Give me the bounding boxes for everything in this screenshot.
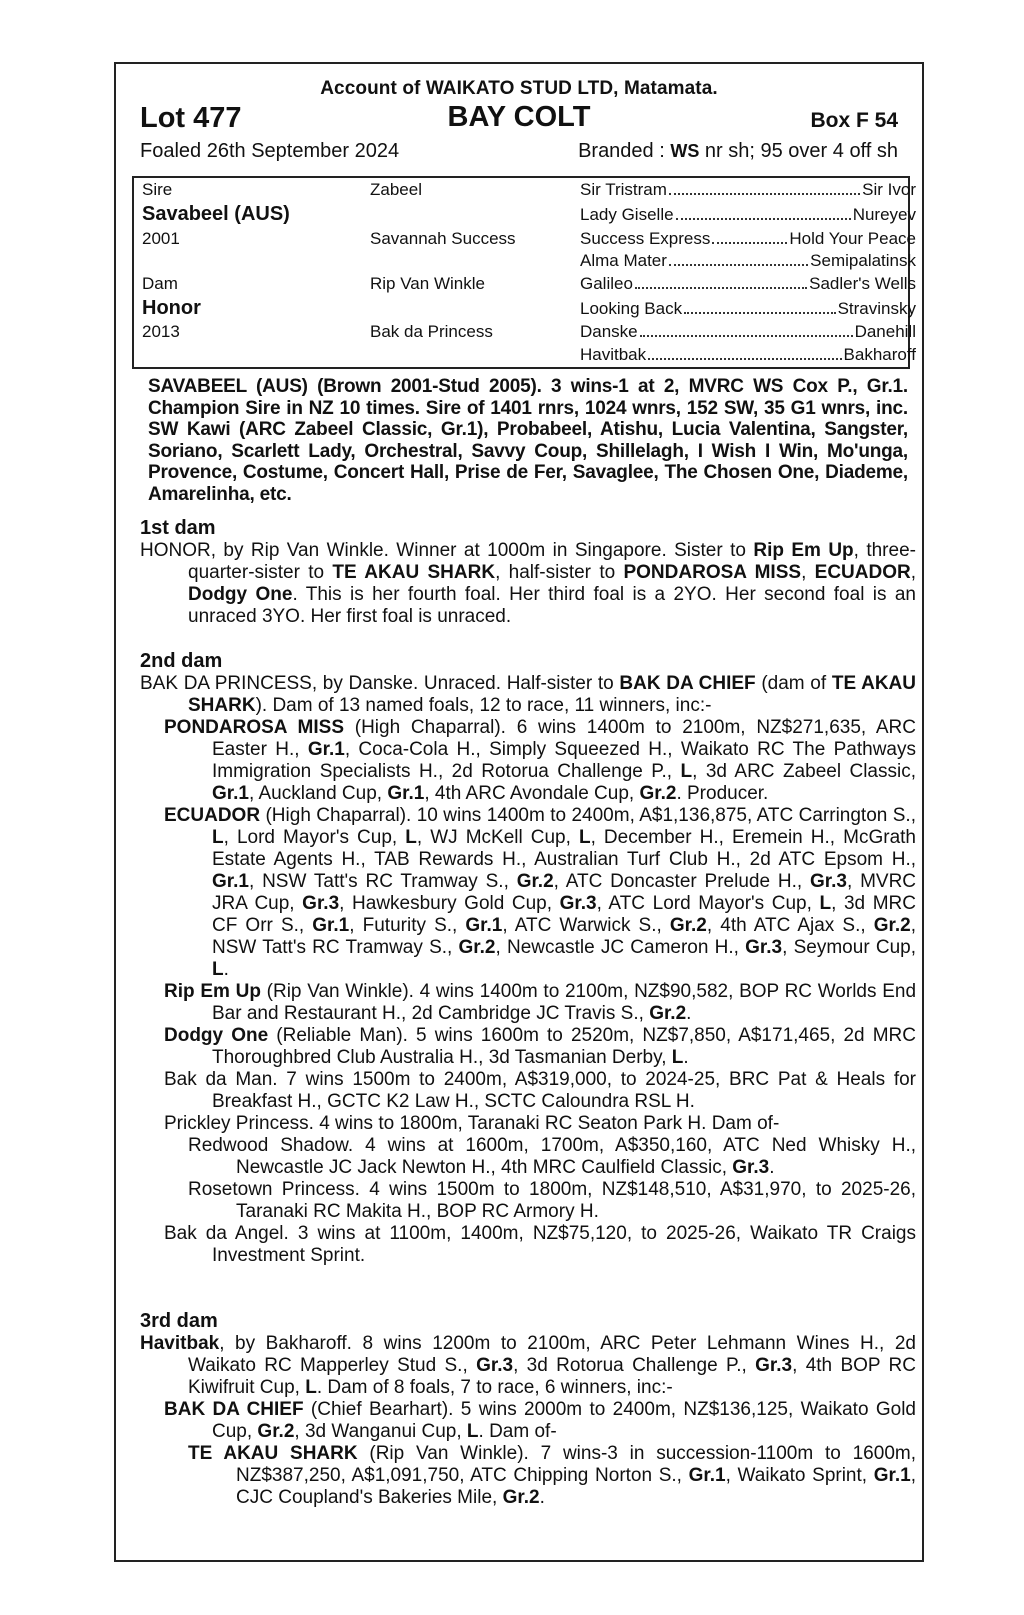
bold-run: Gr.2 (502, 1487, 540, 1508)
bold-run: L (305, 1377, 317, 1398)
bold-run: Gr.1 (465, 915, 503, 936)
bold-run: L (819, 893, 832, 914)
text-run: Rosetown Princess. 4 wins 1500m to 1800m, NZ$148,510, A$31,970, to 2025-26, Taranaki RC Makita H., BOP RC Armory H. (188, 1179, 916, 1222)
text-run: , 3d MRC CF Orr S., (212, 893, 916, 936)
bold-run: Gr.2 (257, 1421, 295, 1442)
third-dam-heading: 3rd dam (140, 1310, 218, 1332)
text-run: , 3d Wanganui Cup, (294, 1421, 467, 1442)
text-run: , CJC Coupland's Bakeries Mile, (236, 1465, 916, 1508)
bold-run: Gr.3 (745, 937, 783, 958)
dam-name: Honor (142, 297, 201, 319)
produce-record (140, 981, 916, 1025)
horse-title: BAY COLT (447, 101, 591, 133)
text-run: Prickley Princess. 4 wins to 1800m, Taranaki RC Seaton Park H. Dam of- (164, 1113, 780, 1134)
bold-run: Gr.3 (809, 871, 847, 892)
text-run: , 4th BOP RC Kiwifruit Cup, (188, 1355, 916, 1398)
brand-mark: WS (670, 141, 700, 161)
text-run: , MVRC JRA Cup, (212, 871, 917, 914)
text-run: Bak da Man. 7 wins 1500m to 2400m, A$319,000, to 2024-25, BRC Pat & Heals for Breakfast H., GCTC K2 Law H., SCTC Caloundra RSL H. (164, 1069, 916, 1112)
text-run: HONOR, by Rip Van Winkle. Winner at 1000m in Singapore. Sister to (140, 540, 754, 561)
text-run: , (910, 562, 916, 583)
text-run: (Rip Van Winkle). 7 wins-3 in succession-1100m to 1600m, NZ$387,250, A$1,091,750, ATC Chipping Norton S., (236, 1443, 916, 1486)
text-run: , Hawkesbury Gold Cup, (339, 893, 560, 914)
bold-run: L (466, 1421, 479, 1442)
bold-run: Gr.2 (458, 937, 496, 958)
produce-record (140, 1223, 916, 1267)
text-run: , Seymour Cup, (782, 937, 916, 958)
text-run: , Newcastle JC Cameron H., (495, 937, 746, 958)
text-run: (Rip Van Winkle). 4 wins 1400m to 2100m, NZ$90,582, BOP RC Worlds End Bar and Restaurant H., 2d Cambridge JC Travis S., (212, 981, 917, 1024)
text-run: (Reliable Man). 5 wins 1600m to 2520m, NZ$7,850, A$171,465, 2d MRC Thoroughbred Club Australia H., 3d Tasmanian Derby, (212, 1025, 917, 1068)
text-run: . (683, 1047, 689, 1068)
bold-run: Gr.1 (312, 915, 350, 936)
text-run: , by Bakharoff. 8 wins 1200m to 2100m, ARC Peter Lehmann Wines H., 2d Waikato RC Mapperley Stud S., (188, 1333, 916, 1376)
bold-run: Rip Em Up (164, 981, 261, 1002)
text-run: . (539, 1487, 545, 1508)
text-run: , ATC Warwick S., (502, 915, 670, 936)
text-run: (dam of (755, 673, 832, 694)
bold-run: Gr.1 (387, 783, 425, 804)
pedigree-g1-sire-sire: Zabeel (370, 180, 422, 199)
bold-run: Gr.1 (212, 783, 249, 804)
bold-run: Gr.3 (302, 893, 340, 914)
text-run: , 3d Rotorua Challenge P., (513, 1355, 756, 1376)
bold-run: L (212, 827, 224, 848)
pedigree-g2-row: Alma Mater Semipalatinsk (580, 251, 916, 270)
bold-run: ECUADOR (164, 805, 261, 826)
second-dam-section (140, 649, 916, 1267)
pedigree-g2-row: Havitbak Bakharoff (580, 345, 916, 364)
second-dam-heading: 2nd dam (140, 650, 223, 672)
text-run: , half-sister to (495, 562, 624, 583)
first-dam-heading: 1st dam (140, 517, 216, 539)
third-dam-section (140, 1309, 916, 1509)
text-run: . (686, 1003, 692, 1024)
branded-rest: nr sh; 95 over 4 off sh (699, 140, 898, 162)
dam-label: Dam (142, 274, 178, 293)
produce-record (140, 1113, 916, 1135)
text-run: BAK DA PRINCESS, by Danske. Unraced. Half-sister to (140, 673, 620, 694)
bold-run: PONDAROSA MISS (164, 717, 345, 738)
produce-record (140, 1399, 916, 1443)
produce-record (140, 805, 916, 981)
text-run: Redwood Shadow. 4 wins at 1600m, 1700m, A$350,160, ATC Ned Whisky H., Newcastle JC Jack Newton H., 4th MRC Caulfield Classic, (188, 1135, 916, 1178)
text-run: , NSW Tatt's RC Tramway S., (212, 915, 916, 958)
produce-record (140, 1135, 916, 1179)
branded-info (578, 140, 898, 163)
text-run: , ATC Lord Mayor's Cup, (596, 893, 820, 914)
produce-record (140, 1443, 916, 1509)
first-dam-text (140, 540, 916, 628)
bold-run: L (578, 827, 591, 848)
bold-run: Gr.3 (755, 1355, 793, 1376)
bold-run: Dodgy One (188, 584, 293, 605)
text-run: , ATC Doncaster Prelude H., (553, 871, 810, 892)
text-run: (High Chaparral). 6 wins 1400m to 2100m, NZ$271,635, ARC Easter H., (212, 717, 916, 760)
pedigree-g2-row: Looking Back Stravinsky (580, 299, 916, 318)
bold-run: L (405, 827, 417, 848)
bold-run: Gr.2 (669, 915, 707, 936)
bold-run: TE AKAU SHARK (332, 562, 496, 583)
sire-name: Savabeel (AUS) (142, 203, 290, 225)
text-run: , Auckland Cup, (248, 783, 388, 804)
text-run: , Waikato Sprint, (725, 1465, 874, 1486)
dam-year: 2013 (142, 322, 180, 341)
sire-label: Sire (142, 180, 173, 199)
pedigree-g1-dam-sire: Rip Van Winkle (370, 274, 485, 293)
bold-run: BAK DA CHIEF (164, 1399, 304, 1420)
bold-run: Gr.2 (516, 871, 554, 892)
text-run: , WJ McKell Cup, (416, 827, 579, 848)
text-run: . Dam of- (478, 1421, 557, 1442)
pedigree-g2-row: Danske Danehill (580, 322, 916, 341)
pedigree-g1-sire-dam: Savannah Success (370, 229, 516, 248)
text-run: , NSW Tatt's RC Tramway S., (248, 871, 517, 892)
bold-run: Gr.3 (476, 1355, 514, 1376)
bold-run: Gr.1 (307, 739, 345, 760)
bold-run: TE AKAU SHARK (188, 1443, 358, 1464)
vendor-account: Account of WAIKATO STUD LTD, Matamata. (320, 78, 718, 99)
bold-run: L (212, 959, 224, 980)
bold-run: TE AKAU SHARK (188, 673, 916, 716)
produce-record (140, 673, 916, 717)
text-run: . Dam of 8 foals, 7 to race, 6 winners, inc:- (316, 1377, 673, 1398)
catalogue-page (114, 62, 924, 1562)
bold-run: Gr.3 (559, 893, 597, 914)
bold-run: ECUADOR (814, 562, 911, 583)
sire-summary: SAVABEEL (AUS) (Brown 2001-Stud 2005). 3 wins-1 at 2, MVRC WS Cox P., Gr.1. Champion Sire in NZ 10 times. Sire of 1401 rnrs, 1024 wnrs, 152 SW, 35 G1 wnrs, inc. SW Kawi (ARC Zabeel Classic, Gr.1), Probabeel, Atishu, Lucia Valentina, Sangster, Soriano, Scarlett Lady, Orchestral, Savvy Coup, Shillelagh, I Wish I Win, Mo'unga, Provence, Costume, Concert Hall, Prise de Fer, Savaglee, The Chosen One, Diademe, Amarelinha, etc. (148, 376, 908, 505)
produce-record (140, 1333, 916, 1399)
text-run: , Coca-Cola H., Simply Squeezed H., Waikato RC The Pathways Immigration Specialists H., 2d Rotorua Challenge P., (212, 739, 916, 782)
second-dam-paragraphs (140, 673, 916, 1267)
bold-run: Gr.3 (732, 1157, 770, 1178)
text-run: , (801, 562, 815, 583)
bold-run: Rip Em Up (753, 540, 854, 561)
lot-number: Lot 477 (140, 102, 242, 134)
text-run: , 4th ATC Ajax S., (706, 915, 874, 936)
text-run: . (223, 959, 229, 980)
pedigree-g2-row: Lady Giselle Nureyev (580, 205, 916, 224)
text-run: . Producer. (676, 783, 769, 804)
bold-run: L (680, 761, 693, 782)
bold-run: Gr.1 (873, 1465, 911, 1486)
bold-run: Gr.2 (639, 783, 677, 804)
pedigree-g2-row: Galileo Sadler's Wells (580, 274, 916, 293)
foaled-date: Foaled 26th September 2024 (140, 140, 400, 162)
pedigree-table (132, 176, 916, 369)
third-dam-paragraphs (140, 1333, 916, 1509)
sire-year: 2001 (142, 229, 180, 248)
first-dam-section (140, 516, 916, 628)
pedigree-g2-row: Sir Tristram Sir Ivor (580, 180, 916, 199)
text-run: , Lord Mayor's Cup, (223, 827, 406, 848)
produce-record (140, 717, 916, 805)
bold-run: Gr.2 (873, 915, 911, 936)
bold-run: Gr.1 (688, 1465, 726, 1486)
pedigree-g2-row: Success Express Hold Your Peace (580, 229, 916, 248)
produce-record (140, 1069, 916, 1113)
branded-prefix: Branded : (578, 140, 671, 162)
text-run: , three-quarter-sister to (188, 540, 916, 583)
text-run: , 3d ARC Zabeel Classic, (692, 761, 916, 782)
text-run: . (769, 1157, 775, 1178)
box-number: Box F 54 (810, 109, 898, 132)
text-run: Bak da Angel. 3 wins at 1100m, 1400m, NZ$75,120, to 2025-26, Waikato TR Craigs Investment Sprint. (164, 1223, 916, 1266)
bold-run: Havitbak (140, 1333, 220, 1354)
bold-run: PONDAROSA MISS (623, 562, 802, 583)
bold-run: Gr.2 (649, 1003, 687, 1024)
bold-run: Dodgy One (164, 1025, 269, 1046)
text-run: ). Dam of 13 named foals, 12 to race, 11 winners, inc:- (255, 695, 712, 716)
text-run: , 4th ARC Avondale Cup, (424, 783, 640, 804)
pedigree-g1-dam-dam: Bak da Princess (370, 322, 493, 341)
text-run: . This is her fourth foal. Her third foal is a 2YO. Her second foal is an unraced 3YO. Her first foal is unraced. (188, 584, 917, 627)
text-run: (High Chaparral). 10 wins 1400m to 2400m, A$1,136,875, ATC Carrington S., (260, 805, 916, 826)
bold-run: L (671, 1047, 684, 1068)
bold-run: Gr.1 (212, 871, 249, 892)
bold-run: BAK DA CHIEF (619, 673, 756, 694)
produce-record (140, 1025, 916, 1069)
produce-record (140, 1179, 916, 1223)
text-run: , December H., Eremein H., McGrath Estate Agents H., TAB Rewards H., Australian Turf Club H., 2d ATC Epsom H., (212, 827, 916, 870)
text-run: , Futurity S., (349, 915, 466, 936)
text-run: (Chief Bearhart). 5 wins 2000m to 2400m, NZ$136,125, Waikato Gold Cup, (212, 1399, 916, 1442)
